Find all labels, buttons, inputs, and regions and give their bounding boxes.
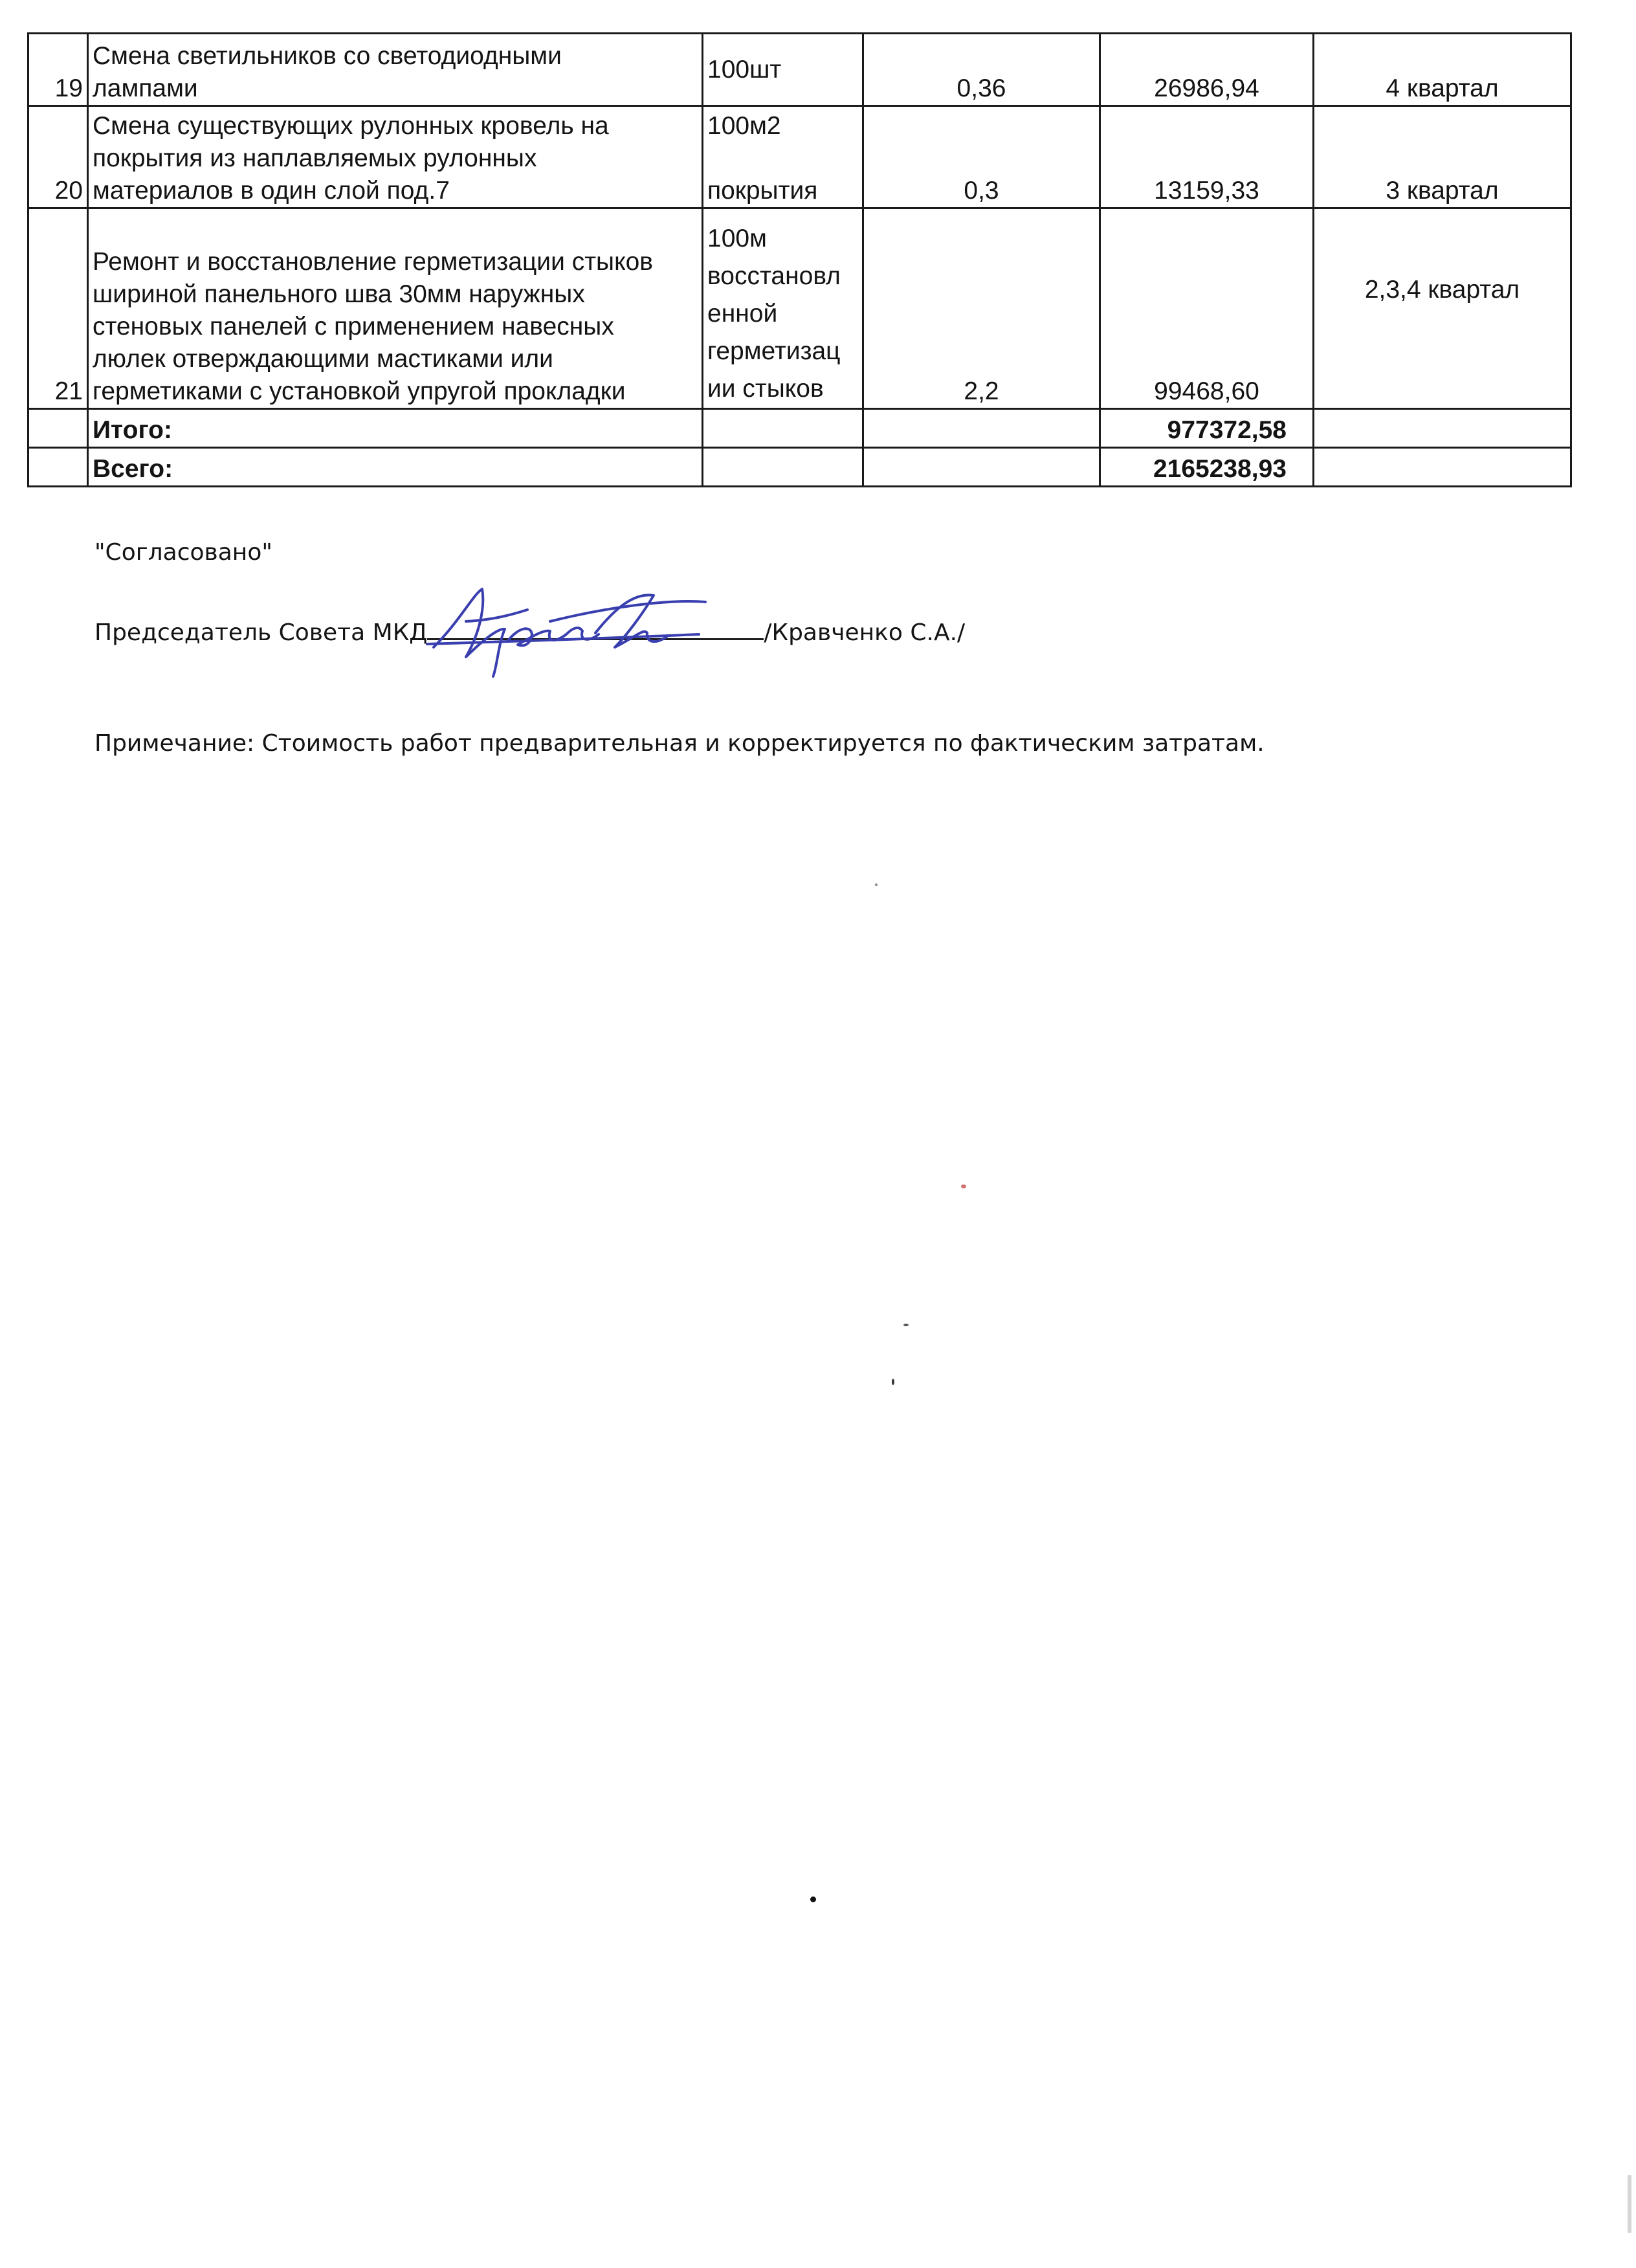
- work-name-line: шириной панельного шва 30мм наружных: [93, 280, 585, 308]
- work-name-line: материалов в один слой под.7: [93, 177, 450, 205]
- unit-line: герметизац: [707, 337, 841, 365]
- unit-line: енной: [707, 300, 778, 328]
- quantity: 0,3: [863, 106, 1100, 208]
- table-row: [28, 208, 1571, 409]
- scan-speck: [875, 884, 878, 886]
- unit-line: 100м2: [707, 112, 781, 140]
- work-name-line: стеновых панелей с применением навесных: [93, 313, 614, 340]
- work-name-line: герметиками с установкой упругой прокладки: [93, 377, 626, 405]
- chairman-name: /Кравченко С.А./: [764, 619, 966, 646]
- chairman-label: Председатель Совета МКД: [94, 619, 428, 646]
- table-row: [28, 106, 1571, 208]
- handwritten-signature: [421, 583, 718, 680]
- table-row: [28, 34, 1571, 106]
- unit-line: [707, 142, 858, 175]
- work-name-line: покрытия из наплавляемых рулонных: [93, 144, 537, 172]
- unit: 100шт: [703, 34, 863, 106]
- work-name: [88, 106, 703, 208]
- row-number: 20: [28, 106, 88, 208]
- work-name-line: Смена светильников со светодиодными: [93, 42, 562, 70]
- work-name-line: Ремонт и восстановление герметизации стыков: [93, 248, 653, 276]
- work-name-line: люлек отверждающими мастиками или: [93, 345, 553, 373]
- quantity: 0,36: [863, 34, 1100, 106]
- work-name-line: Смена существующих рулонных кровель на: [93, 112, 609, 140]
- work-name: [88, 34, 703, 106]
- works-table: [27, 32, 1572, 487]
- subtotal-label: Итого:: [88, 409, 703, 448]
- remark-note: Примечание: Стоимость работ предварительная и корректируется по фактическим затратам.: [94, 730, 1265, 757]
- row-number: 19: [28, 34, 88, 106]
- total-value: 2165238,93: [1100, 448, 1314, 487]
- period: [1314, 208, 1571, 409]
- work-name: [88, 208, 703, 409]
- cost: 13159,33: [1100, 106, 1314, 208]
- total-label: Всего:: [88, 448, 703, 487]
- unit-line: покрытия: [707, 177, 818, 205]
- subtotal-row: [28, 409, 1571, 448]
- period: 3 квартал: [1314, 106, 1571, 208]
- scan-speck: [810, 1896, 816, 1902]
- agreed-label: "Согласовано": [94, 539, 272, 566]
- unit: [703, 208, 863, 409]
- subtotal-value: 977372,58: [1100, 409, 1314, 448]
- cost: 99468,60: [1100, 208, 1314, 409]
- unit-line: ии стыков: [707, 375, 824, 403]
- scan-speck: [903, 1324, 909, 1326]
- work-name-line: лампами: [93, 74, 198, 102]
- period-text: 2,3,4 квартал: [1364, 276, 1520, 304]
- quantity: 2,2: [863, 208, 1100, 409]
- period: 4 квартал: [1314, 34, 1571, 106]
- scan-speck: [892, 1379, 894, 1385]
- unit: [703, 106, 863, 208]
- unit-line: восстановл: [707, 262, 841, 290]
- row-number: 21: [28, 208, 88, 409]
- unit-line: 100м: [707, 225, 767, 252]
- total-row: [28, 448, 1571, 487]
- cost: 26986,94: [1100, 34, 1314, 106]
- scan-edge-mark: [1628, 2175, 1631, 2233]
- scan-speck: [961, 1184, 966, 1188]
